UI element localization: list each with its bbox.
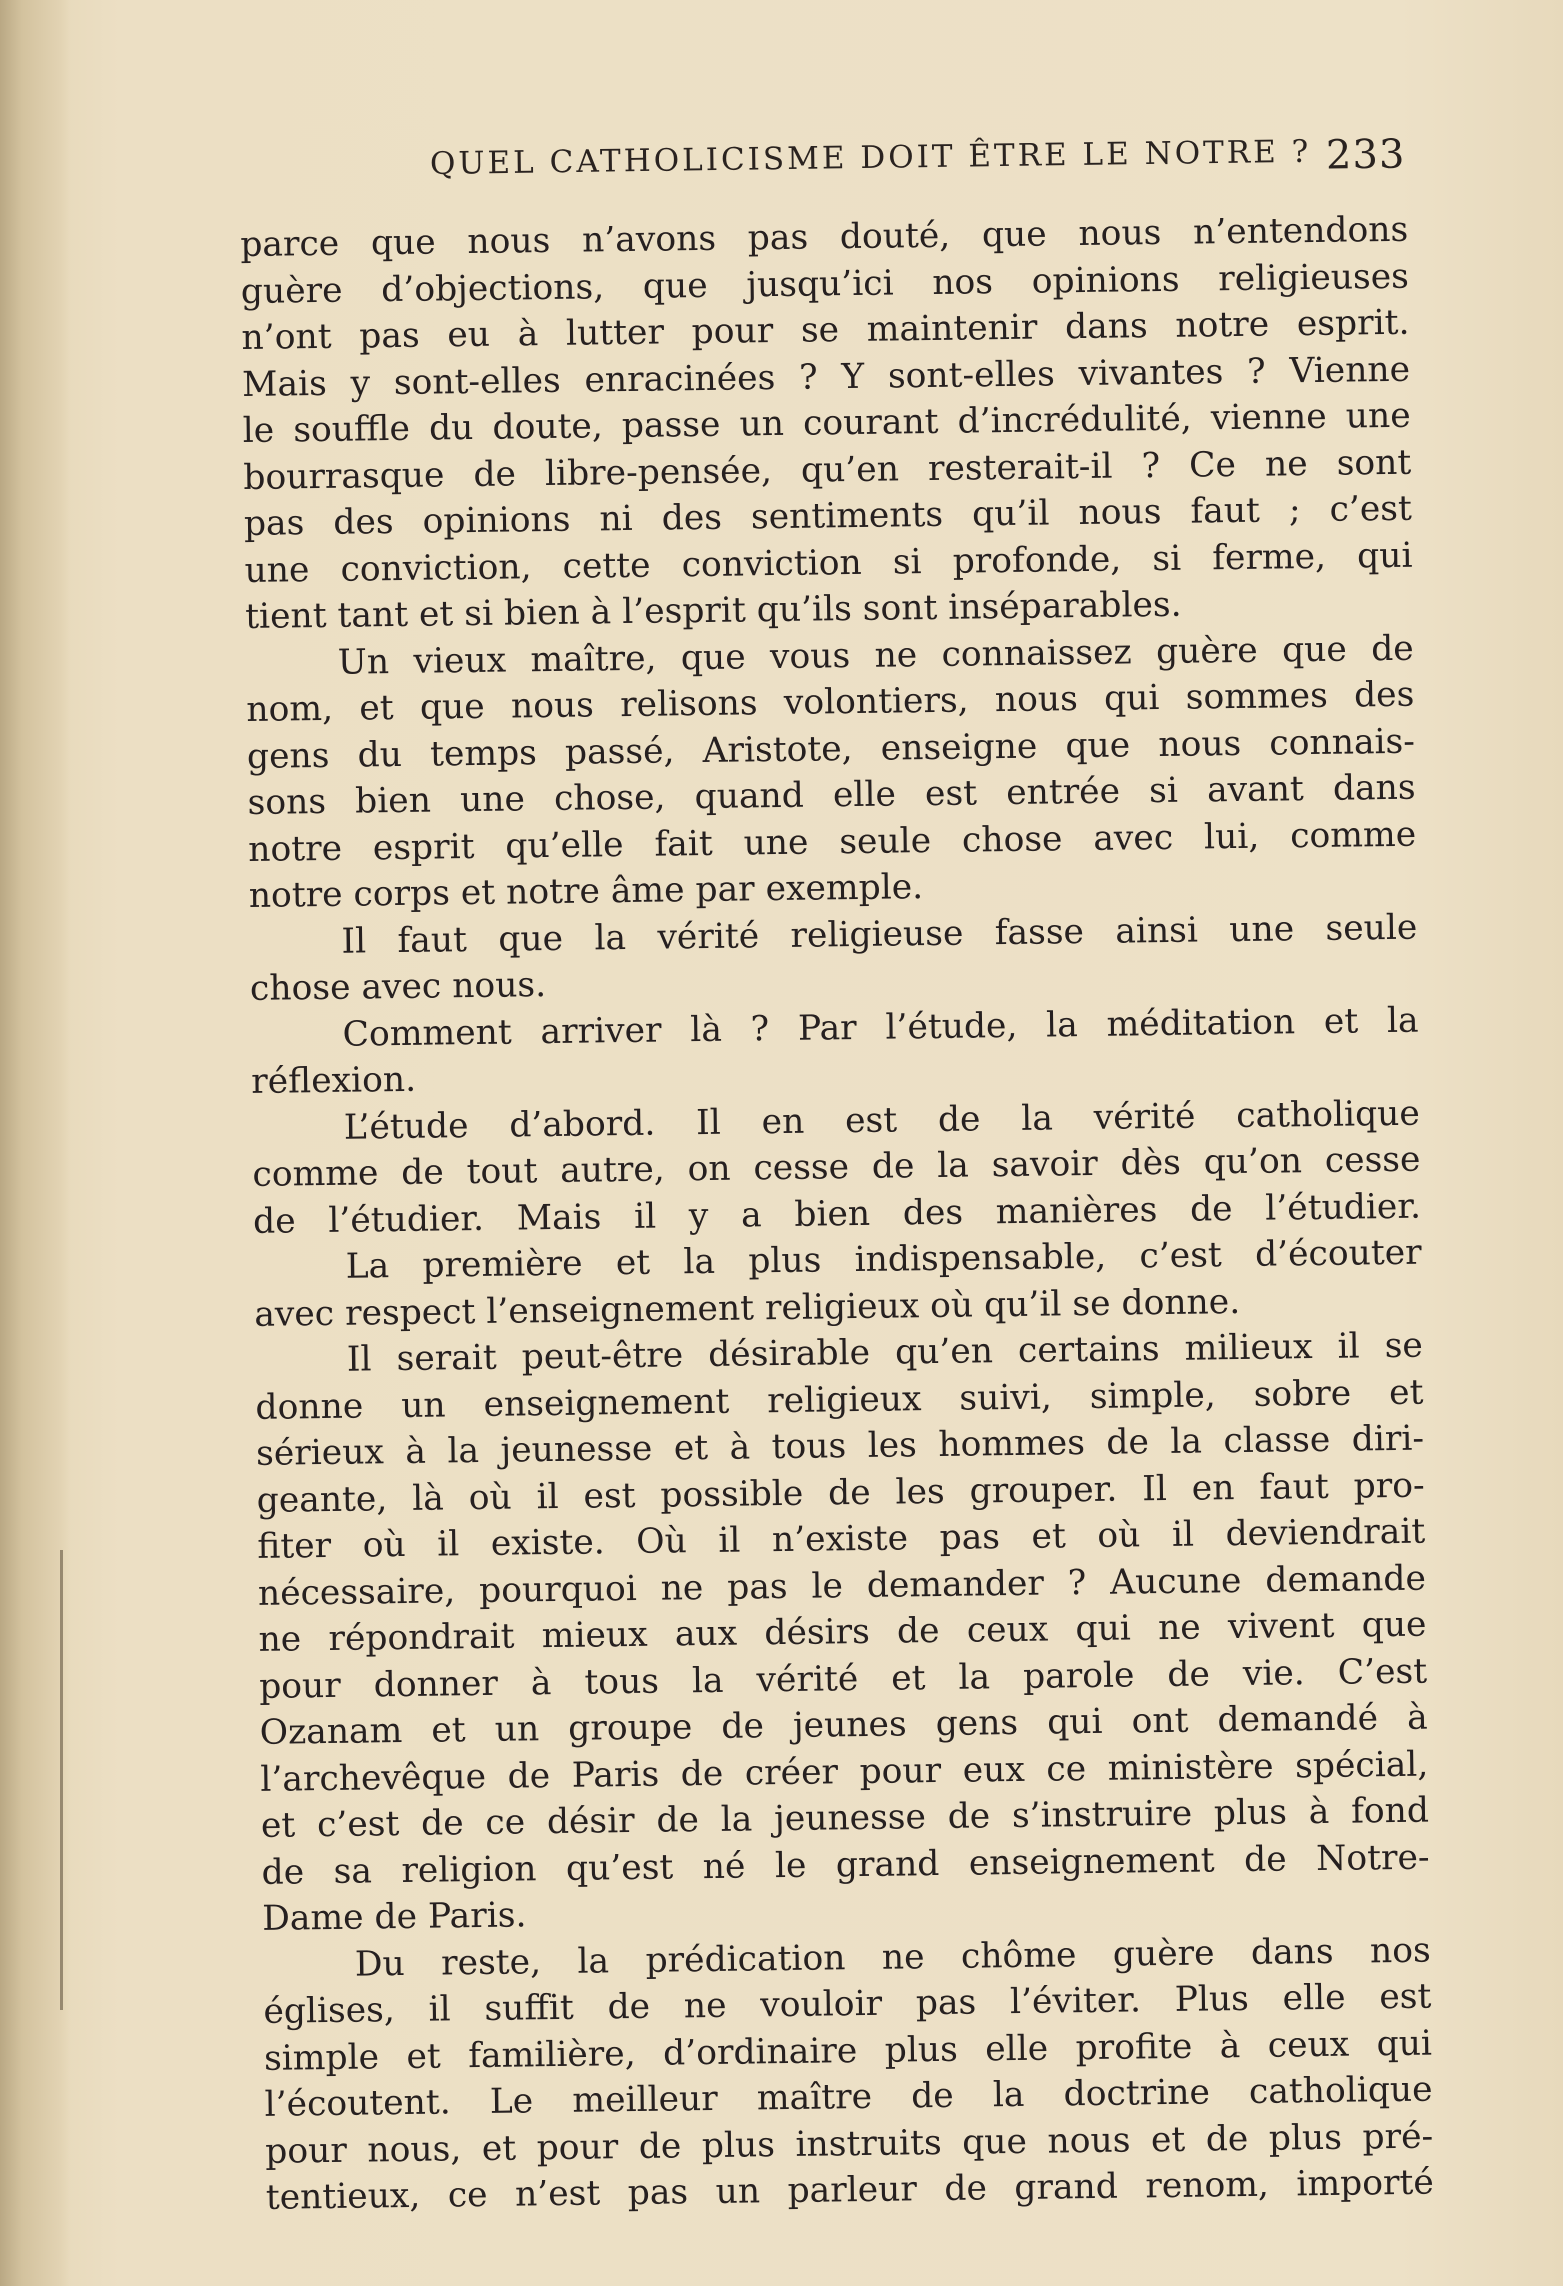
body-text — [240, 207, 1434, 2222]
page-header — [430, 132, 1405, 192]
text-line: donne un enseignement religieux suivi, simple, sobre et — [255, 1372, 1424, 1428]
text-line: fiter où il existe. Où il n’existe pas et où il deviendrait — [257, 1511, 1426, 1567]
text-line: nom, et que nous relisons volontiers, nous qui sommes des — [246, 674, 1415, 730]
text-line: notre corps et notre âme par exemple. — [248, 867, 924, 916]
text-line: réflexion. — [250, 1059, 417, 1102]
text-line: bourrasque de libre-pensée, qu’en resterait-il ? Ce ne sont — [243, 442, 1412, 498]
text-line: avec respect l’enseignement religieux où qu’il se donne. — [254, 1281, 1241, 1335]
text-line: pour nous, et pour de plus instruits que nous et de plus pré- — [264, 2116, 1434, 2172]
text-line: sons bien une chose, quand elle est entrée si avant dans — [247, 767, 1416, 823]
text-line: parce que nous n’avons pas douté, que nous n’entendons — [240, 209, 1409, 265]
text-line: gens du temps passé, Aristote, enseigne que nous connais- — [246, 721, 1416, 777]
text-line: chose avec nous. — [249, 965, 547, 1009]
paragraph-start: Il serait peut-être désirable qu’en certains milieux il se — [346, 1325, 1424, 1380]
text-line: tient tant et si bien à l’esprit qu’ils sont inséparables. — [244, 584, 1182, 637]
paragraph-start: Du reste, la prédication ne chôme guère dans nos — [354, 1930, 1431, 1985]
text-line: geante, là où il est possible de les grouper. Il en faut pro- — [256, 1465, 1425, 1521]
text-line: pas des opinions ni des sentiments qu’il nous faut ; c’est — [243, 488, 1413, 544]
text-line: une conviction, cette conviction si profonde, si ferme, qui — [244, 535, 1413, 591]
paragraph-start: La première et la plus indispensable, c’est d’écouter — [345, 1232, 1422, 1287]
paragraph-start: L’étude d’abord. Il en est de la vérité catholique — [343, 1093, 1421, 1148]
text-line: sérieux à la jeunesse et à tous les hommes de la classe diri- — [255, 1418, 1425, 1474]
text-line: pour donner à tous la vérité et la parole de vie. C’est — [258, 1651, 1428, 1707]
text-line: n’ont pas eu à lutter pour se maintenir dans notre esprit. — [241, 302, 1410, 358]
text-line: guère d’objections, que jusqu’ici nos opinions religieuses — [240, 256, 1410, 312]
text-line: notre esprit qu’elle fait une seule chose avec lui, comme — [247, 814, 1417, 870]
text-line: simple et familière, d’ordinaire plus elle profite à ceux qui — [263, 2023, 1433, 2079]
running-title: QUEL CATHOLICISME DOIT ÊTRE LE NOTRE ? — [429, 133, 1312, 182]
text-line: de sa religion qu’est né le grand enseignement de Notre- — [261, 1837, 1430, 1893]
text-line: tentieux, ce n’est pas un parleur de grand renom, importé — [265, 2162, 1435, 2218]
paragraph-start: Un vieux maître, que vous ne connaissez guère que de — [337, 628, 1414, 683]
text-line: l’archevêque de Paris de créer pour eux ce ministère spécial, — [260, 1744, 1429, 1800]
text-line: Mais y sont-elles enracinées ? Y sont-elles vivantes ? Vienne — [241, 349, 1411, 405]
text-line: le souffle du doute, passe un courant d’incrédulité, vienne une — [242, 395, 1411, 451]
text-line: l’écoutent. Le meilleur maître de la doctrine catholique — [264, 2069, 1433, 2125]
text-line: et c’est de ce désir de la jeunesse de s’instruire plus à fond — [260, 1790, 1430, 1846]
text-line: comme de tout autre, on cesse de la savoir dès qu’on cesse — [252, 1139, 1421, 1195]
binding-edge — [60, 1550, 63, 2010]
text-line: Dame de Paris. — [261, 1895, 527, 1939]
paragraph-start: Comment arriver là ? Par l’étude, la méditation et la — [342, 1000, 1419, 1055]
text-line: Ozanam et un groupe de jeunes gens qui ont demandé à — [259, 1697, 1428, 1753]
paragraph-start: Il faut que la vérité religieuse fasse ainsi une seule — [341, 907, 1418, 962]
text-line: ne répondrait mieux aux désirs de ceux qui ne vivent que — [258, 1604, 1427, 1660]
text-line: de l’étudier. Mais il y a bien des manières de l’étudier. — [252, 1186, 1422, 1242]
page-number: 233 — [1325, 131, 1406, 179]
text-line: nécessaire, pourquoi ne pas le demander ? Aucune demande — [257, 1558, 1427, 1614]
text-line: églises, il suffit de ne vouloir pas l’éviter. Plus elle est — [263, 1976, 1432, 2032]
